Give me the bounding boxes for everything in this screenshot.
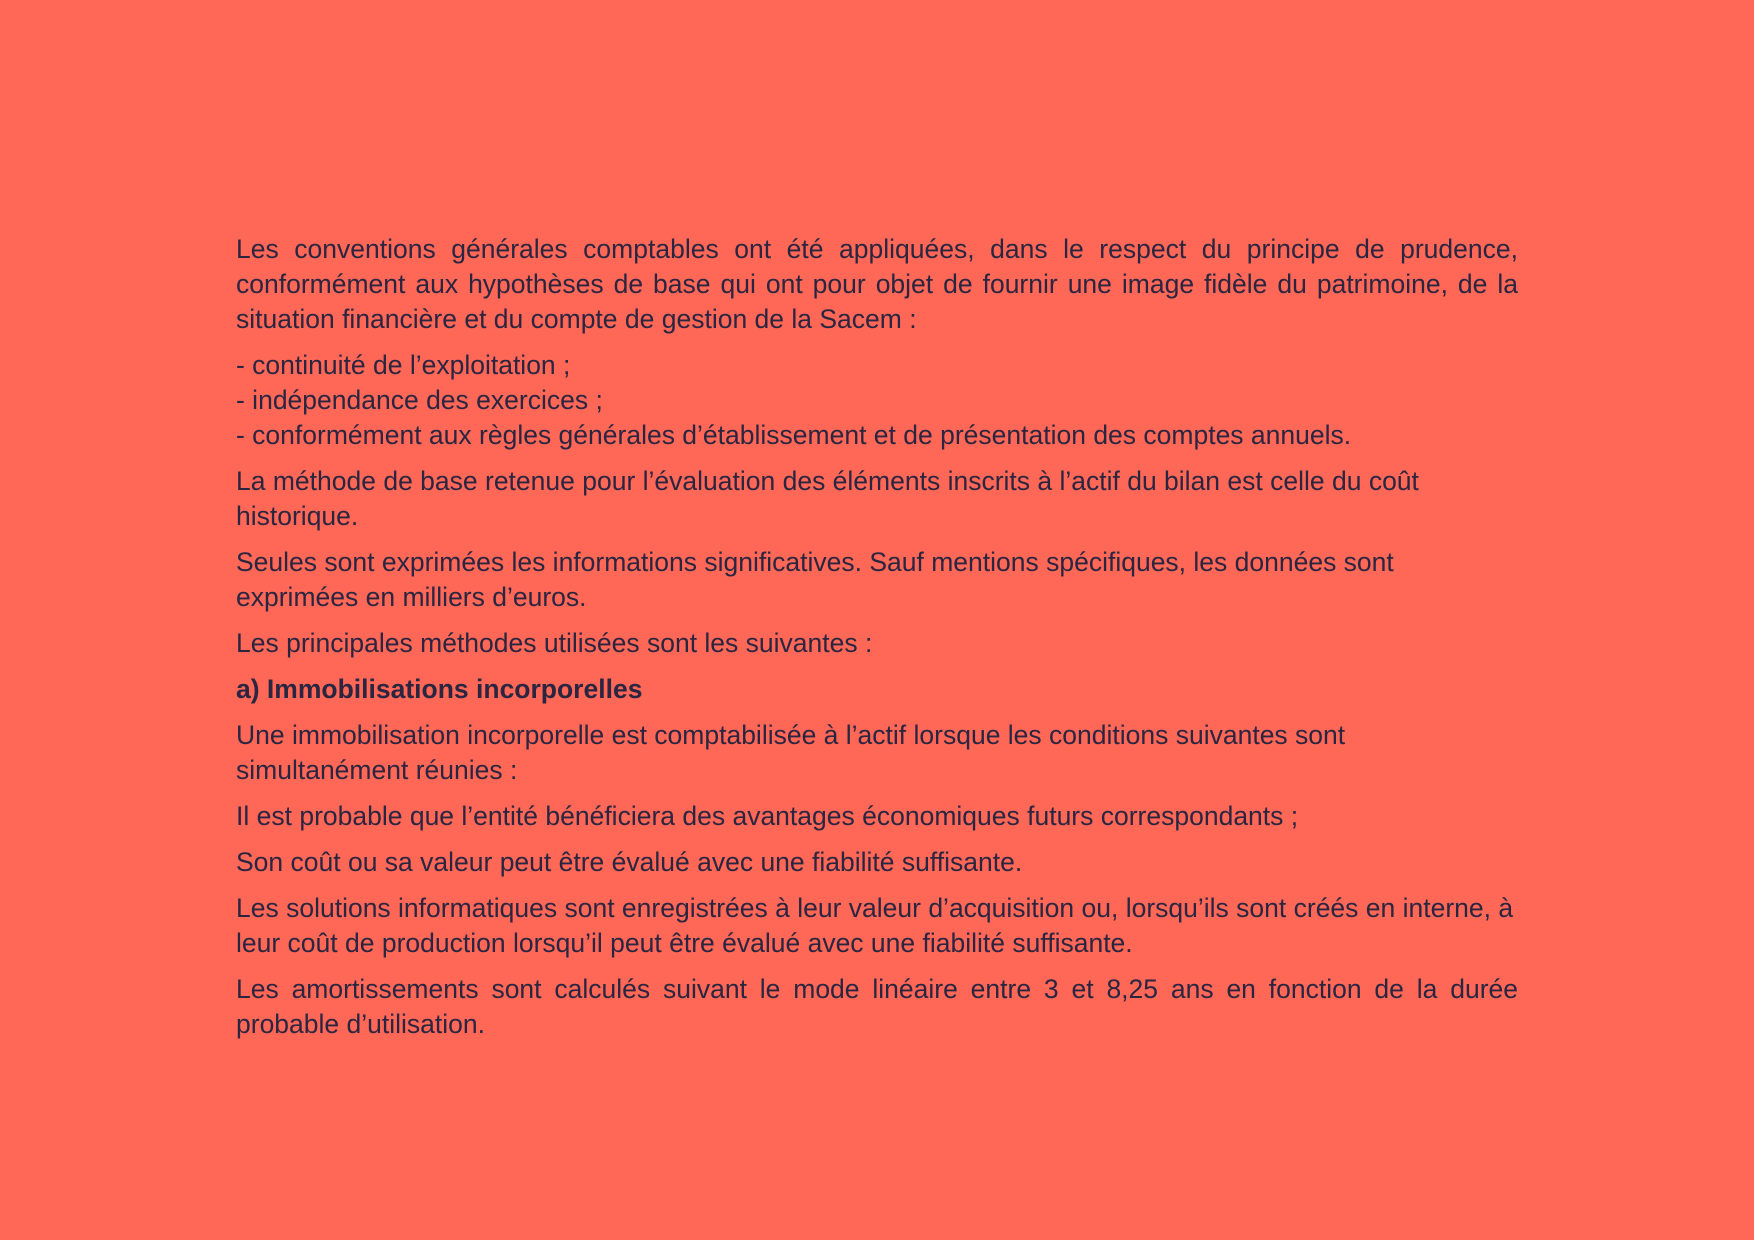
paragraph-methods-intro: Les principales méthodes utilisées sont les suivantes : <box>236 628 873 658</box>
paragraph-condition-benefits: Il est probable que l’entité bénéficiera des avantages économiques futurs correspondants ; <box>236 801 1299 831</box>
paragraph-significant-info: Seules sont exprimées les informations significatives. Sauf mentions spécifiques, les données sont exprimées en milliers d’euros. <box>236 547 1394 612</box>
paragraph-amortization: Les amortissements sont calculés suivant le mode linéaire entre 3 et 8,25 ans en fonction de la durée probable d’utilisation. <box>236 974 1518 1039</box>
paragraph-condition-reliability: Son coût ou sa valeur peut être évalué avec une fiabilité suffisante. <box>236 847 1023 877</box>
paragraph-recognition: Une immobilisation incorporelle est comptabilisée à l’actif lorsque les conditions suivantes sont simultanément réunies : <box>236 720 1346 785</box>
list-item: - conformément aux règles générales d’établissement et de présentation des comptes annuels. <box>236 420 1352 450</box>
list-item: - indépendance des exercices ; <box>236 385 603 415</box>
paragraph-cost-method: La méthode de base retenue pour l’évaluation des éléments inscrits à l’actif du bilan est celle du coût historique. <box>236 466 1419 531</box>
section-heading-intangible-assets: a) Immobilisations incorporelles <box>236 674 643 704</box>
conventions-list <box>236 348 1518 453</box>
document-body <box>236 232 1518 1053</box>
intro-paragraph: Les conventions générales comptables ont été appliquées, dans le respect du principe de prudence, conformément aux hypothèses de base qui ont pour objet de fournir une image fidèle du patrimoine, de la situation financière et du compte de gestion de la Sacem : <box>236 234 1518 334</box>
paragraph-software: Les solutions informatiques sont enregistrées à leur valeur d’acquisition ou, lorsqu’ils sont créés en interne, à leur coût de production lorsqu’il peut être évalué avec une fiabilité suffisante. <box>236 893 1514 958</box>
list-item: - continuité de l’exploitation ; <box>236 350 571 380</box>
